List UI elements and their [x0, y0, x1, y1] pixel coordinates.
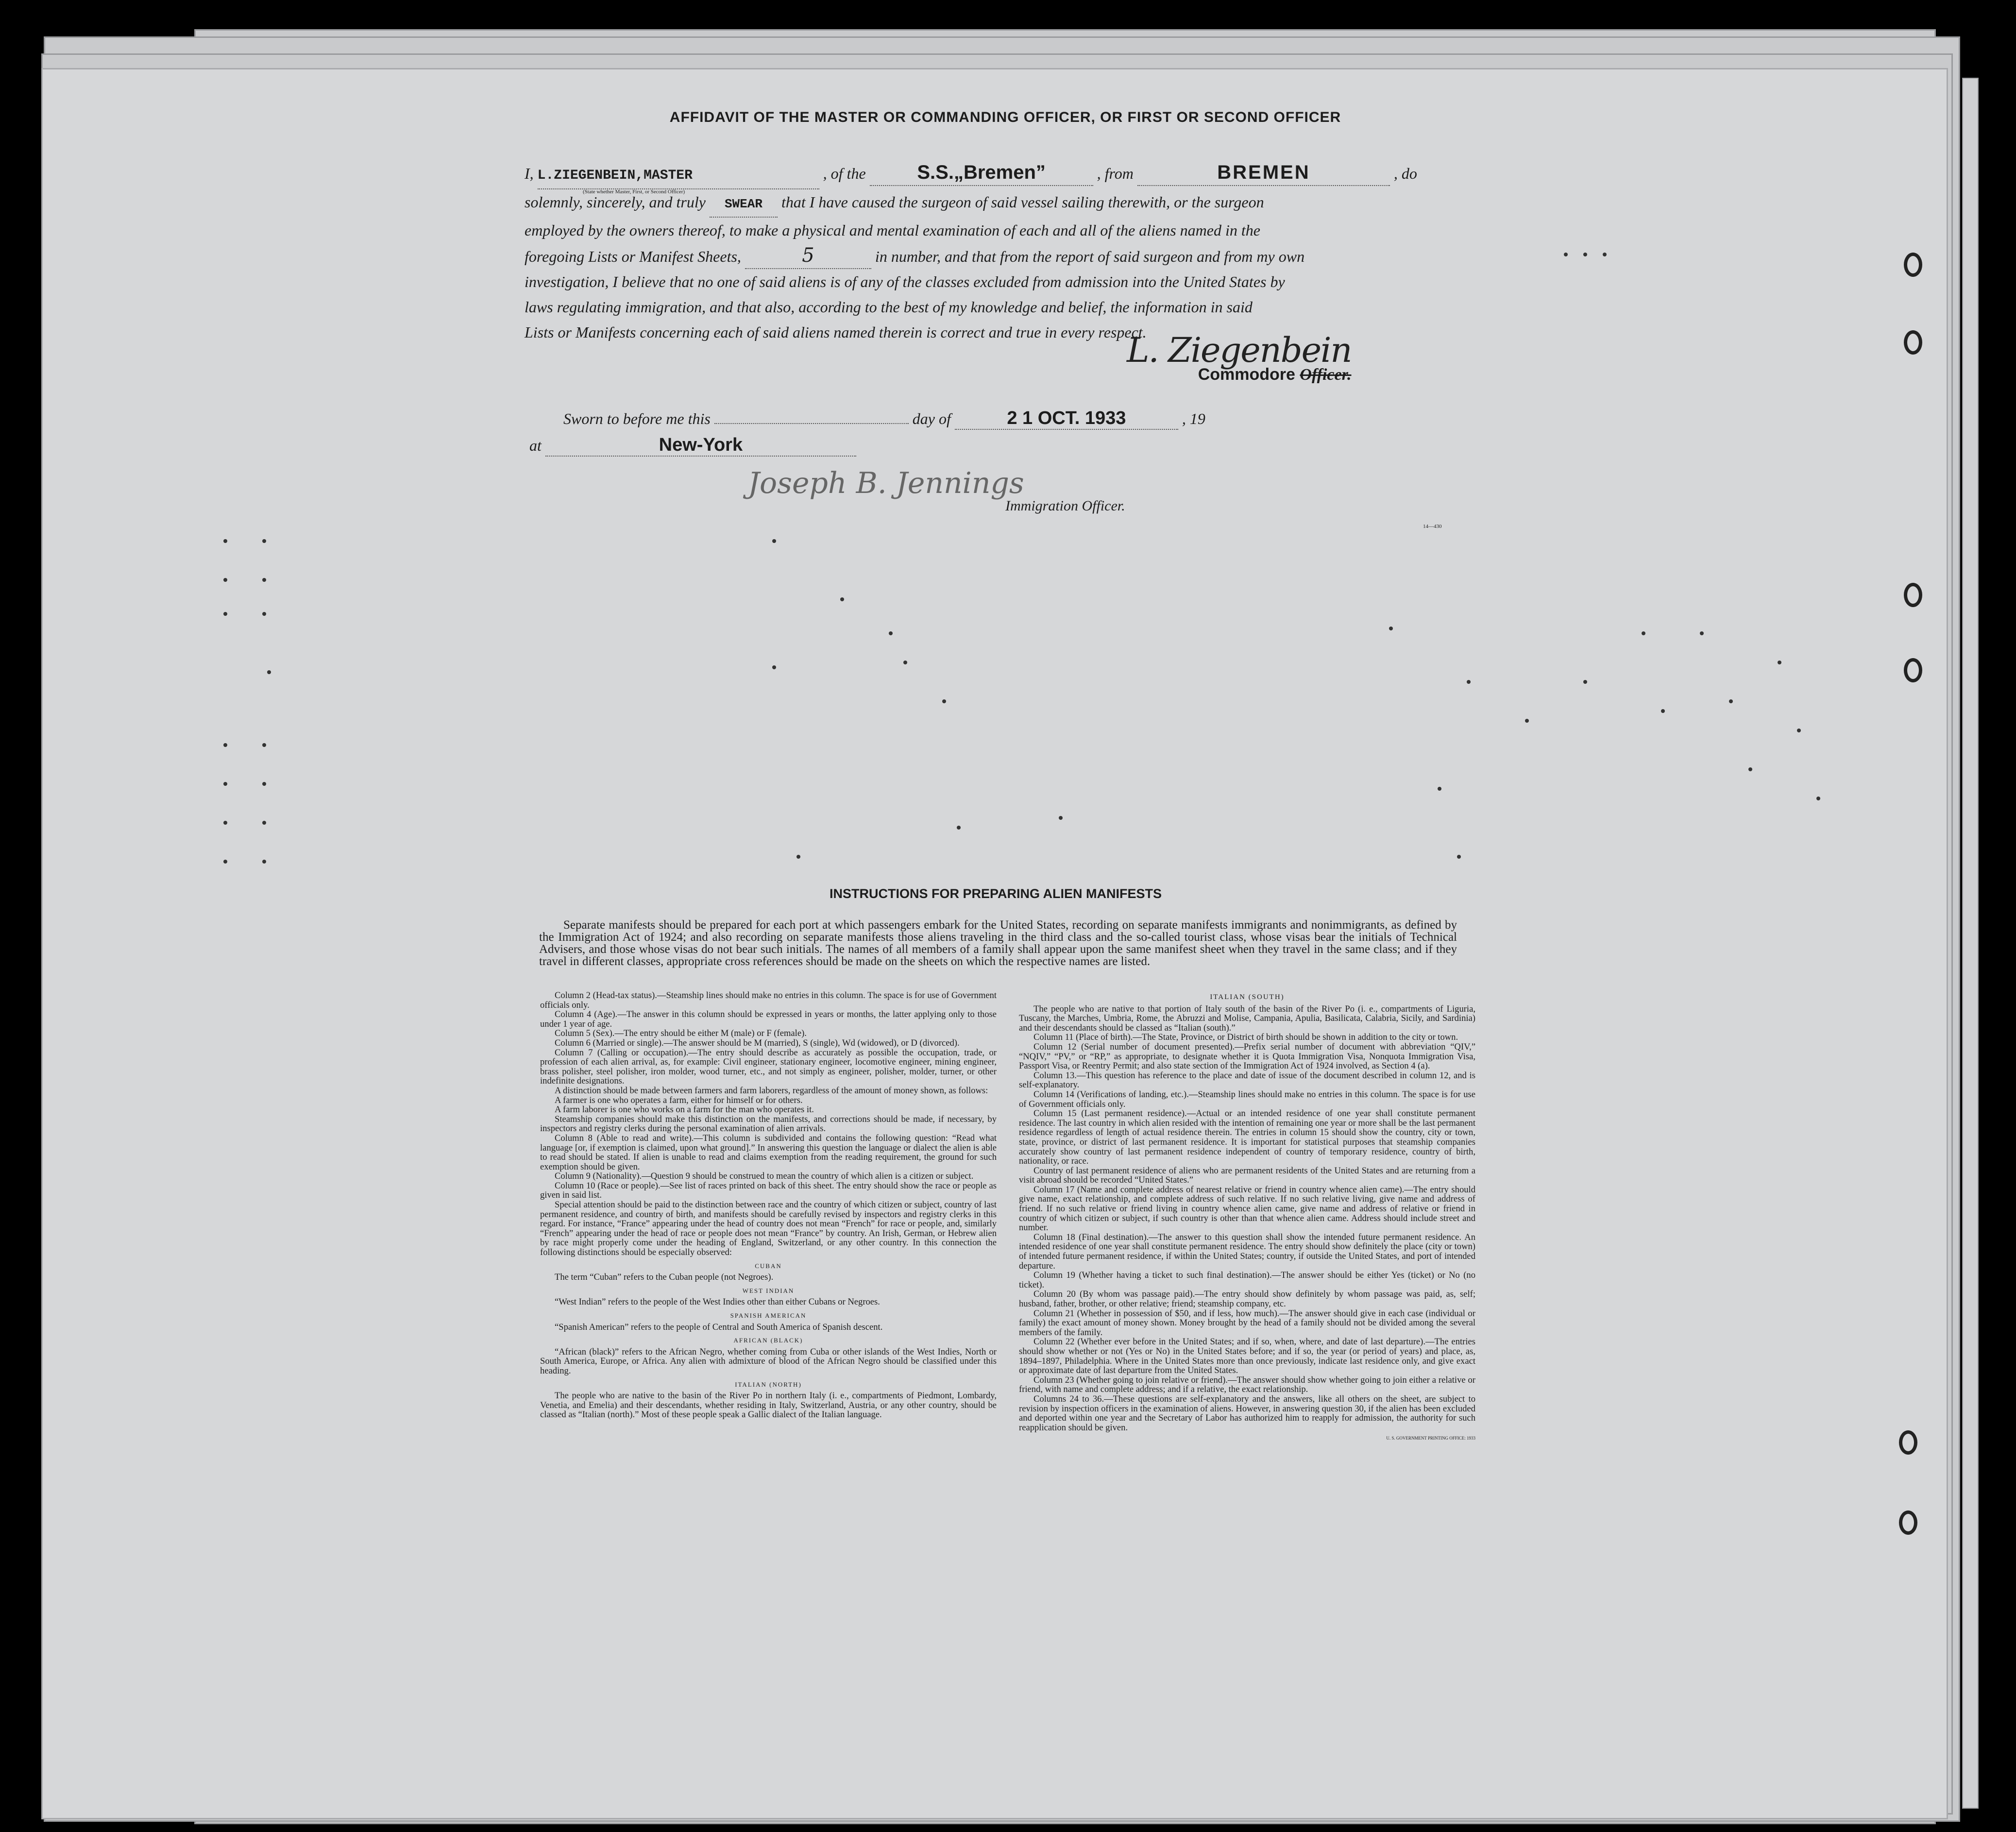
at-label: at — [529, 437, 542, 454]
paragraph: Column 17 (Name and complete address of nearest relative or friend in country whence alien came).—The entry should give name, exact relationship, and complete address of such relative. If no such relative living, give name and address of friend. If no such relative or friend living in country whence alien came, give name and address of relative or friend in country of which citizen or subject, if such country is other than that whence alien came. Address should include street and number. — [1019, 1184, 1475, 1233]
affidavit-line-4 — [525, 243, 1486, 269]
affidavit-section — [525, 109, 1486, 345]
instructions-intro: Separate manifests should be prepared for each port at which passengers embark for the United States, recording on separate manifests immigrants and nonimmigrants, as defined by the Immigration Act of 1924; and also recording on separate manifests those aliens traveling in the third class and the so-called tourist class, whose visas bear the initials of Technical Advisers, and those whose visas do not bear such initials. The names of all members of a family shall appear upon the same manifest sheet when they travel in the same class; and if they travel in different classes, appropriate cross references should be made on the sheets on which the respective names are listed. — [539, 918, 1457, 968]
affidavit-line-7: Lists or Manifests concerning each of said aliens named therein is correct and true in every respect. — [525, 323, 1147, 341]
affidavit-line-3: employed by the owners thereof, to make a physical and mental examination of each and all of the aliens named in the — [525, 221, 1260, 239]
at-line — [529, 435, 856, 457]
paragraph: The term “Cuban” refers to the Cuban people (not Negroes). — [555, 1272, 774, 1283]
paragraph: A farmer is one who operates a farm, either for himself or for others. — [555, 1095, 803, 1105]
paragraph: Column 22 (Whether ever before in the United States; and if so, when, where, and date of last departure).—The entries should show whether or not (Yes or No) in the United States before; and if so, the year (or period of years) and place, as, 1894–1897, Philadelphia. Where in the United States more than once previously, indicate last residence only, and give exact or approximate date of last departure from the United States. — [1019, 1337, 1475, 1376]
day-of-label: day of — [912, 410, 951, 427]
sworn-prefix: Sworn to before me this — [563, 410, 711, 427]
section-heading: SPANISH AMERICAN — [730, 1312, 807, 1319]
master-signature: L. Ziegenbein — [1127, 330, 1352, 370]
sheet-edge-tab — [1962, 78, 1979, 1809]
paragraph: Special attention should be paid to the distinction between race and the country of which citizen or subject, country of last permanent residence, and country of birth, and manifests should be carefully revised by inspectors and registry clerks in this regard. For instance, “France” appearing under the head of country does not mean “French” for race or people, and, similarly “French” appearing under the head of race or people does not mean “France” by country. An Irish, German, or Hebrew alien by race might properly come under the heading of England, Switzerland, or any other country. In this connection the following distinctions should be especially observed: — [540, 1200, 997, 1258]
paragraph: Column 19 (Whether having a ticket to such final destination).—The answer should be either Yes (ticket) or No (no ticket). — [1019, 1270, 1475, 1290]
paragraph: Column 4 (Age).—The answer in this column should be expressed in years or months, the latter applying only to those under 1 year of age. — [540, 1009, 997, 1029]
solemnly-text: solemnly, sincerely, and truly — [525, 193, 706, 211]
affidavit-title: AFFIDAVIT OF THE MASTER OR COMMANDING OFFICER, OR FIRST OR SECOND OFFICER — [669, 109, 1341, 125]
section-heading: ITALIAN (SOUTH) — [1210, 993, 1285, 1001]
section-heading: WEST INDIAN — [742, 1287, 795, 1294]
form-number: 14—430 — [1423, 524, 1442, 529]
paragraph: Column 7 (Calling or occupation).—The entry should describe as accurately as possible the occupation, trade, or profession of each alien arrival, as, for example: Civil engineer, stationary engineer, locomotive engineer, mining engineer, brass polisher, steel polisher, iron molder, wood turner, etc., and not simply as engineer, polisher, molder, turner, or other indefinite designations. — [540, 1047, 997, 1086]
master-signature-block — [1127, 330, 1351, 384]
binder-hole-icon — [1904, 583, 1922, 607]
instructions-title: INSTRUCTIONS FOR PREPARING ALIEN MANIFESTS — [829, 886, 1162, 901]
commodore-stamp: Commodore — [1198, 365, 1295, 384]
paragraph: Columns 24 to 36.—These questions are self-explanatory and the answers, like all others on the sheet, are subject to revision by inspection officers in the examination of aliens. However, in answering question 30, if the alien has been excluded and deported within one year and the Secretary of Labor has authorized him to reapply for admission, the authority for such reapplication should be given. — [1019, 1393, 1475, 1433]
year-label: , 19 — [1182, 410, 1205, 427]
binder-hole-icon — [1904, 330, 1922, 355]
do-label: , do — [1393, 165, 1417, 182]
paragraph: Column 14 (Verifications of landing, etc.).—Steamship lines should make no entries in this column. The space is for use of Government officials only. — [1019, 1089, 1475, 1109]
paragraph: Column 2 (Head-tax status).—Steamship lines should make no entries in this column. The space is for use of Government officials only. — [540, 990, 997, 1010]
printing-office-note: U. S. GOVERNMENT PRINTING OFFICE: 1933 — [1386, 1436, 1475, 1441]
paragraph: Column 5 (Sex).—The entry should be either M (male) or F (female). — [555, 1028, 807, 1039]
affidavit-line-6: laws regulating immigration, and that also, according to the best of my knowledge and belief, the information in said — [525, 298, 1253, 316]
paragraph: A farm laborer is one who works on a farm for the man who operates it. — [555, 1104, 814, 1115]
oath-field: SWEAR — [710, 191, 778, 218]
section-heading: CUBAN — [755, 1262, 782, 1270]
vessel-name-field: S.S.„Bremen” — [870, 160, 1093, 186]
paragraph: Column 20 (By whom was passage paid).—The entry should show definitely by whom passage was paid, as, self; husband, father, brother, or other relative; friend; steamship company, etc. — [1019, 1289, 1475, 1309]
sheets-prefix: foregoing Lists or Manifest Sheets, — [525, 248, 741, 265]
paragraph: Column 8 (Able to read and write).—This column is subdivided and contains the following question: “Read what language [or, if exemption is claimed, upon what ground].” In answering this question the language or dialect the alien is able to read should be stated. If alien is unable to read and claims exemption from the reading requirement, the ground for such exemption should be given. — [540, 1133, 997, 1172]
immigration-officer-signature: Joseph B. Jennings — [748, 466, 1024, 500]
sworn-line — [563, 408, 1205, 430]
solemnly-suffix-text: that I have caused the surgeon of said vessel sailing therewith, or the surgeon — [781, 193, 1264, 211]
section-heading: ITALIAN (NORTH) — [735, 1380, 802, 1388]
affidavit-line-1 — [525, 160, 1486, 195]
paragraph: The people who are native to the basin of the River Po in northern Italy (i. e., compartments of Piedmont, Lombardy, Venetia, and Emelia) and their descendants, whether residing in Italy, Switzerland, Austria, or any other country, should be classed as “Italian (north).” Most of these people speak a Gallic dialect of the Italian language. — [540, 1391, 997, 1420]
paragraph: “African (black)” refers to the African Negro, whether coming from Cuba or other islands of the West Indies, North or South America, Europe, or Africa. Any alien with admixture of blood of the African Negro should be classified under this heading. — [540, 1346, 997, 1376]
paragraph: Column 13.—This question has reference to the place and date of issue of the document described in column 12, and is self-explanatory. — [1019, 1070, 1475, 1090]
paragraph: “West Indian” refers to the people of the West Indies other than either Cubans or Negroes. — [555, 1297, 880, 1307]
paragraph: Column 9 (Nationality).—Question 9 should be construed to mean the country of which alien is a citizen or subject. — [555, 1171, 974, 1182]
paragraph: Column 10 (Race or people).—See list of races printed on back of this sheet. The entry should show the race or people as given in said list. — [540, 1180, 997, 1201]
paragraph: Column 11 (Place of birth).—The State, Province, or District of birth should be shown in addition to the city or town. — [1033, 1032, 1458, 1043]
port-field: BREMEN — [1137, 160, 1390, 186]
paragraph: Column 21 (Whether in possession of $50, and if less, how much).—The answer should give in each case (individual or family) the exact amount of money shown. Money brought by the head of a family should not be divided among the several members of the family. — [1019, 1308, 1475, 1338]
section-heading: AFRICAN (BLACK) — [733, 1337, 803, 1344]
instructions-right-column — [1019, 991, 1475, 1443]
binder-hole-icon — [1899, 1510, 1917, 1535]
paragraph: A distinction should be made between farmers and farm laborers, regardless of the amount of money shown, as follows: — [555, 1085, 988, 1096]
affidavit-line-5: investigation, I believe that no one of said aliens is of any of the classes excluded from admission into the United States by — [525, 273, 1285, 290]
paragraph: Steamship companies should make this distinction on the manifests, and corrections should be made, if necessary, by inspectors and registry clerks during the personal examination of alien arrivals. — [540, 1114, 997, 1134]
instructions-left-column — [540, 991, 997, 1420]
paragraph: Column 6 (Married or single).—The answer should be M (married), S (single), Wd (widowed), or D (divorced). — [555, 1037, 960, 1048]
binder-hole-icon — [1899, 1430, 1917, 1455]
sheets-suffix: in number, and that from the report of said surgeon and from my own — [875, 248, 1305, 265]
sheet-count-field: 5 — [745, 243, 871, 269]
sworn-day-blank — [714, 423, 909, 424]
paragraph: Column 15 (Last permanent residence).—Actual or an intended residence of one year shall constitute permanent residence. The last country in which alien resided with the intention of remaining one year or more shall be the last permanent residence regardless of length of actual residence therein. The entries in column 15 should show the country, city or town, state, province, or district of last permanent residence. It is important for statistical purposes that steamship companies accurately show country of last permanent residence independent of country of temporary residence, country of birth, nationality, or race. — [1019, 1108, 1475, 1167]
of-the-label: , of the — [823, 165, 866, 182]
paragraph: “Spanish American” refers to the people of Central and South America of Spanish descent. — [555, 1322, 883, 1332]
location-field: New-York — [545, 435, 856, 457]
paragraph: Column 12 (Serial number of document presented).—Prefix serial number of document with abbreviation “QIV,” “NQIV,” “PV,” or “RP,” as appropriate, to designate whether it is Quota Immigration Visa, Nonquota Immigration Visa, Passport Visa, or Reentry Permit; and also state section of the Immigration Act of 1924 involved, as Section 4 (a). — [1019, 1041, 1475, 1071]
i-prefix: I, — [525, 165, 534, 182]
paragraph: Column 23 (Whether going to join relative or friend).—The answer should show whether going to join either a relative or friend, with name and complete address; and if a relative, the exact relationship. — [1019, 1374, 1475, 1395]
affidavit-line-2 — [525, 189, 1486, 218]
master-note: (State whether Master, First, or Second Officer) — [583, 189, 685, 195]
paragraph: Column 18 (Final destination).—The answer to this question shall show the intended future permanent residence. An intended residence of one year shall constitute permanent residence. The entry should show definitely the place (city or town) of intended future permanent residence, if within the United States; country, if outside the United States, and port of intended departure. — [1019, 1232, 1475, 1271]
binder-hole-icon — [1904, 253, 1922, 277]
paragraph: Country of last permanent residence of aliens who are permanent residents of the United States and are returning from a visit abroad should be recorded “United States.” — [1019, 1165, 1475, 1186]
officer-label: Officer. — [1300, 366, 1352, 384]
master-name-field: L.ZIEGENBEIN,MASTER — [538, 163, 819, 189]
date-stamp: 2 1 OCT. 1933 — [955, 408, 1178, 430]
binder-hole-icon — [1904, 658, 1922, 682]
from-label: , from — [1097, 165, 1134, 182]
immigration-officer-label: Immigration Officer. — [1005, 498, 1125, 514]
paragraph: The people who are native to that portion of Italy south of the basin of the River Po (i. e., compartments of Liguria, Tuscany, the Marches, Umbria, Rome, the Abruzzi and Molise, Campania, Apulia, Basilicata, Calabria, Sicily, and Sardinia) and their descendants should be classed as “Italian (south).” — [1019, 1003, 1475, 1033]
